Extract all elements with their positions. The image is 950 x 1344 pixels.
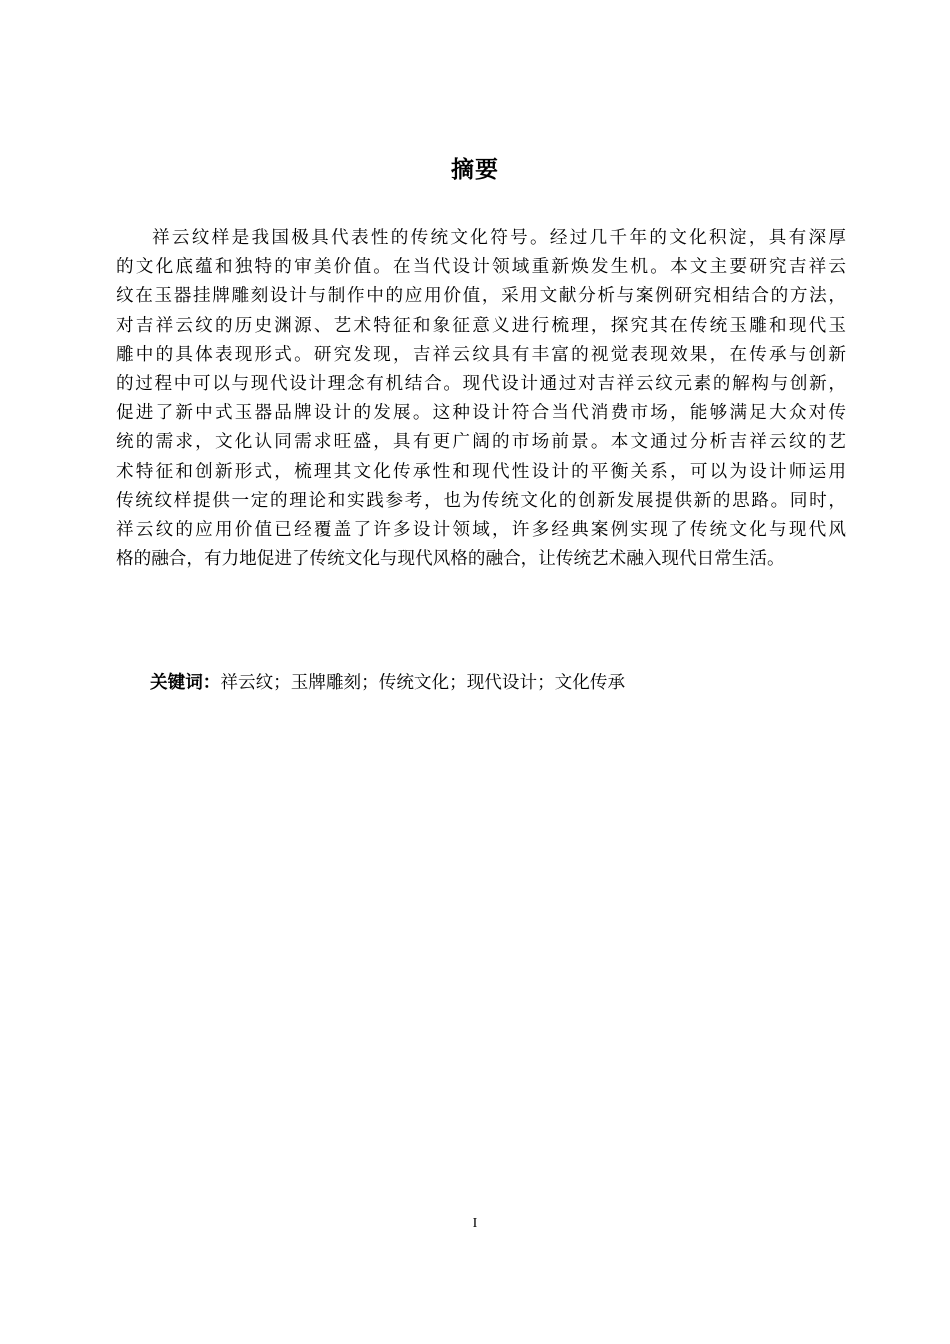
abstract-line: 对吉祥云纹的历史渊源、艺术特征和象征意义进行梳理，探究其在传统玉雕和现代玉 xyxy=(116,315,846,336)
abstract-line: 的过程中可以与现代设计理念有机结合。现代设计通过对吉祥云纹元素的解构与创新， xyxy=(116,374,846,395)
abstract-line: 促进了新中式玉器品牌设计的发展。这种设计符合当代消费市场，能够满足大众对传 xyxy=(116,403,846,424)
abstract-line: 格的融合，有力地促进了传统文化与现代风格的融合，让传统艺术融入现代日常生活。 xyxy=(116,549,785,570)
abstract-line: 统的需求，文化认同需求旺盛，具有更广阔的市场前景。本文通过分析吉祥云纹的艺 xyxy=(116,432,846,453)
abstract-line: 雕中的具体表现形式。研究发现，吉祥云纹具有丰富的视觉表现效果，在传承与创新 xyxy=(116,344,846,365)
abstract-line: 传统纹样提供一定的理论和实践参考，也为传统文化的创新发展提供新的思路。同时， xyxy=(116,490,846,511)
abstract-line: 术特征和创新形式，梳理其文化传承性和现代性设计的平衡关系，可以为设计师运用 xyxy=(116,461,846,482)
abstract-title: 摘要 xyxy=(451,157,499,183)
abstract-line: 祥云纹样是我国极具代表性的传统文化符号。经过几千年的文化积淀，具有深厚 xyxy=(152,228,846,248)
keywords-text: 祥云纹；玉牌雕刻；传统文化；现代设计；文化传承 xyxy=(220,673,626,693)
abstract-line: 祥云纹的应用价值已经覆盖了许多设计领域，许多经典案例实现了传统文化与现代风 xyxy=(116,520,846,541)
keywords xyxy=(150,669,625,697)
abstract-line: 的文化底蕴和独特的审美价值。在当代设计领域重新焕发生机。本文主要研究吉祥云 xyxy=(116,257,846,278)
keywords-label: 关键词： xyxy=(150,673,221,693)
page-number: I xyxy=(472,1216,478,1231)
abstract-line: 纹在玉器挂牌雕刻设计与制作中的应用价值，采用文献分析与案例研究相结合的方法， xyxy=(116,286,846,307)
abstract-body xyxy=(116,224,846,574)
